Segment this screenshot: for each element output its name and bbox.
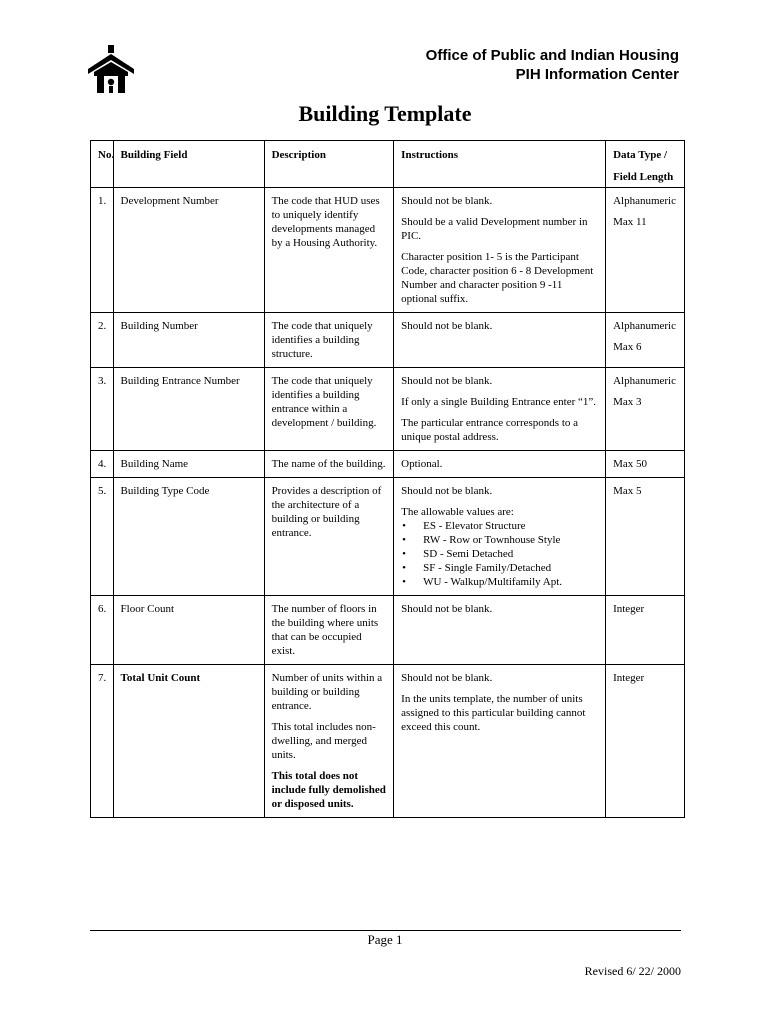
organization-name: Office of Public and Indian Housing xyxy=(425,47,679,64)
instruction-text: Should not be blank. xyxy=(401,485,493,497)
description-text: The code that uniquely identifies a building entrance within a development / building. xyxy=(271,375,377,429)
field-data-type xyxy=(606,368,685,451)
instruction-text: The particular entrance corresponds to a unique postal address. xyxy=(401,417,579,443)
field-instructions xyxy=(394,596,606,665)
instruction-text: Should be a valid Development number in PIC. xyxy=(401,216,588,242)
field-length-text: Max 50 xyxy=(613,458,647,470)
field-description xyxy=(264,596,394,665)
building-field-name: Building Number xyxy=(113,313,264,368)
field-length-text: Max 5 xyxy=(613,485,642,497)
building-field-name: Building Type Code xyxy=(113,478,264,596)
data-type-text: Alphanumeric xyxy=(613,195,676,207)
field-instructions xyxy=(394,188,606,313)
list-item: • SF - Single Family/Detached xyxy=(401,561,599,575)
header-building-field: Building Field xyxy=(113,141,264,188)
row-number: 3. xyxy=(91,368,114,451)
row-number: 6. xyxy=(91,596,114,665)
field-instructions xyxy=(394,368,606,451)
description-text: The name of the building. xyxy=(271,458,386,470)
table-row xyxy=(91,188,685,313)
field-length-text: Max 11 xyxy=(613,216,647,228)
data-type-text: Integer xyxy=(613,603,645,615)
field-length-text: Max 3 xyxy=(613,396,642,408)
header-instructions: Instructions xyxy=(394,141,606,188)
list-item: • SD - Semi Detached xyxy=(401,547,599,561)
instruction-text: Optional. xyxy=(401,458,443,470)
field-description xyxy=(264,313,394,368)
page-title: Building Template xyxy=(298,101,472,126)
instruction-text: Should not be blank. xyxy=(401,375,493,387)
description-text: This total includes non-dwelling, and merged units. xyxy=(271,721,376,761)
building-field-name: Development Number xyxy=(113,188,264,313)
header-data-type-line1: Data Type / xyxy=(613,149,668,161)
field-data-type xyxy=(606,451,685,478)
table-row xyxy=(91,368,685,451)
organization-header xyxy=(426,46,679,84)
field-instructions xyxy=(394,313,606,368)
header-description: Description xyxy=(264,141,394,188)
table-row xyxy=(91,596,685,665)
building-field-name: Total Unit Count xyxy=(113,665,264,818)
list-item: • WU - Walkup/Multifamily Apt. xyxy=(401,575,599,589)
building-field-name: Floor Count xyxy=(113,596,264,665)
instruction-text: Should not be blank. xyxy=(401,320,493,332)
field-description xyxy=(264,478,394,596)
list-item: • RW - Row or Townhouse Style xyxy=(401,533,599,547)
data-type-text: Integer xyxy=(613,672,645,684)
field-instructions xyxy=(394,665,606,818)
description-text: The code that uniquely identifies a building structure. xyxy=(271,320,373,360)
description-text: Provides a description of the architecture of a building or building entrance. xyxy=(271,485,382,539)
header-no: No. xyxy=(91,141,114,188)
field-length-text: Max 6 xyxy=(613,341,642,353)
instruction-text: Should not be blank. xyxy=(401,672,493,684)
row-number: 2. xyxy=(91,313,114,368)
information-center-name: PIH Information Center xyxy=(515,66,679,83)
row-number: 7. xyxy=(91,665,114,818)
table-row xyxy=(91,451,685,478)
field-description xyxy=(264,188,394,313)
row-number: 5. xyxy=(91,478,114,596)
header-data-type-line2: Field Length xyxy=(613,171,674,183)
field-data-type xyxy=(606,665,685,818)
field-data-type xyxy=(606,188,685,313)
instruction-text: If only a single Building Entrance enter “1”. xyxy=(401,396,597,408)
header-data-type xyxy=(606,141,685,188)
field-instructions xyxy=(394,451,606,478)
field-data-type xyxy=(606,596,685,665)
data-type-text: Alphanumeric xyxy=(613,375,676,387)
description-text: Number of units within a building or building entrance. xyxy=(271,672,383,712)
field-data-type xyxy=(606,313,685,368)
revision-date: Revised 6/ 22/ 2000 xyxy=(584,964,681,978)
field-description xyxy=(264,368,394,451)
field-description xyxy=(264,451,394,478)
instruction-text: The allowable values are: xyxy=(401,506,514,518)
table-row xyxy=(91,478,685,596)
instruction-text: Character position 1- 5 is the Participant Code, character position 6 - 8 Development Number and character position 9 -11 optional suffix. xyxy=(401,251,594,305)
instruction-text: In the units template, the number of units assigned to this particular building cannot exceed this count. xyxy=(401,693,586,733)
hud-house-logo-icon xyxy=(86,45,136,93)
page-number: Page 1 xyxy=(367,932,403,947)
allowable-values-list xyxy=(401,519,599,589)
field-data-type xyxy=(606,478,685,596)
footer-divider xyxy=(90,930,681,931)
instruction-text: Should not be blank. xyxy=(401,603,493,615)
description-text: The number of floors in the building where units that can be occupied exist. xyxy=(271,603,379,657)
data-type-text: Alphanumeric xyxy=(613,320,676,332)
instruction-text: Should not be blank. xyxy=(401,195,493,207)
field-instructions xyxy=(394,478,606,596)
description-note: This total does not include fully demolished or disposed units. xyxy=(271,770,386,810)
building-field-name: Building Entrance Number xyxy=(113,368,264,451)
row-number: 4. xyxy=(91,451,114,478)
list-item: • ES - Elevator Structure xyxy=(401,519,599,533)
building-template-table xyxy=(90,140,685,818)
description-text: The code that HUD uses to uniquely identify developments managed by a Housing Authority. xyxy=(271,195,380,249)
table-row xyxy=(91,665,685,818)
table-row xyxy=(91,313,685,368)
row-number: 1. xyxy=(91,188,114,313)
table-header-row xyxy=(91,141,685,188)
building-field-name: Building Name xyxy=(113,451,264,478)
field-description xyxy=(264,665,394,818)
